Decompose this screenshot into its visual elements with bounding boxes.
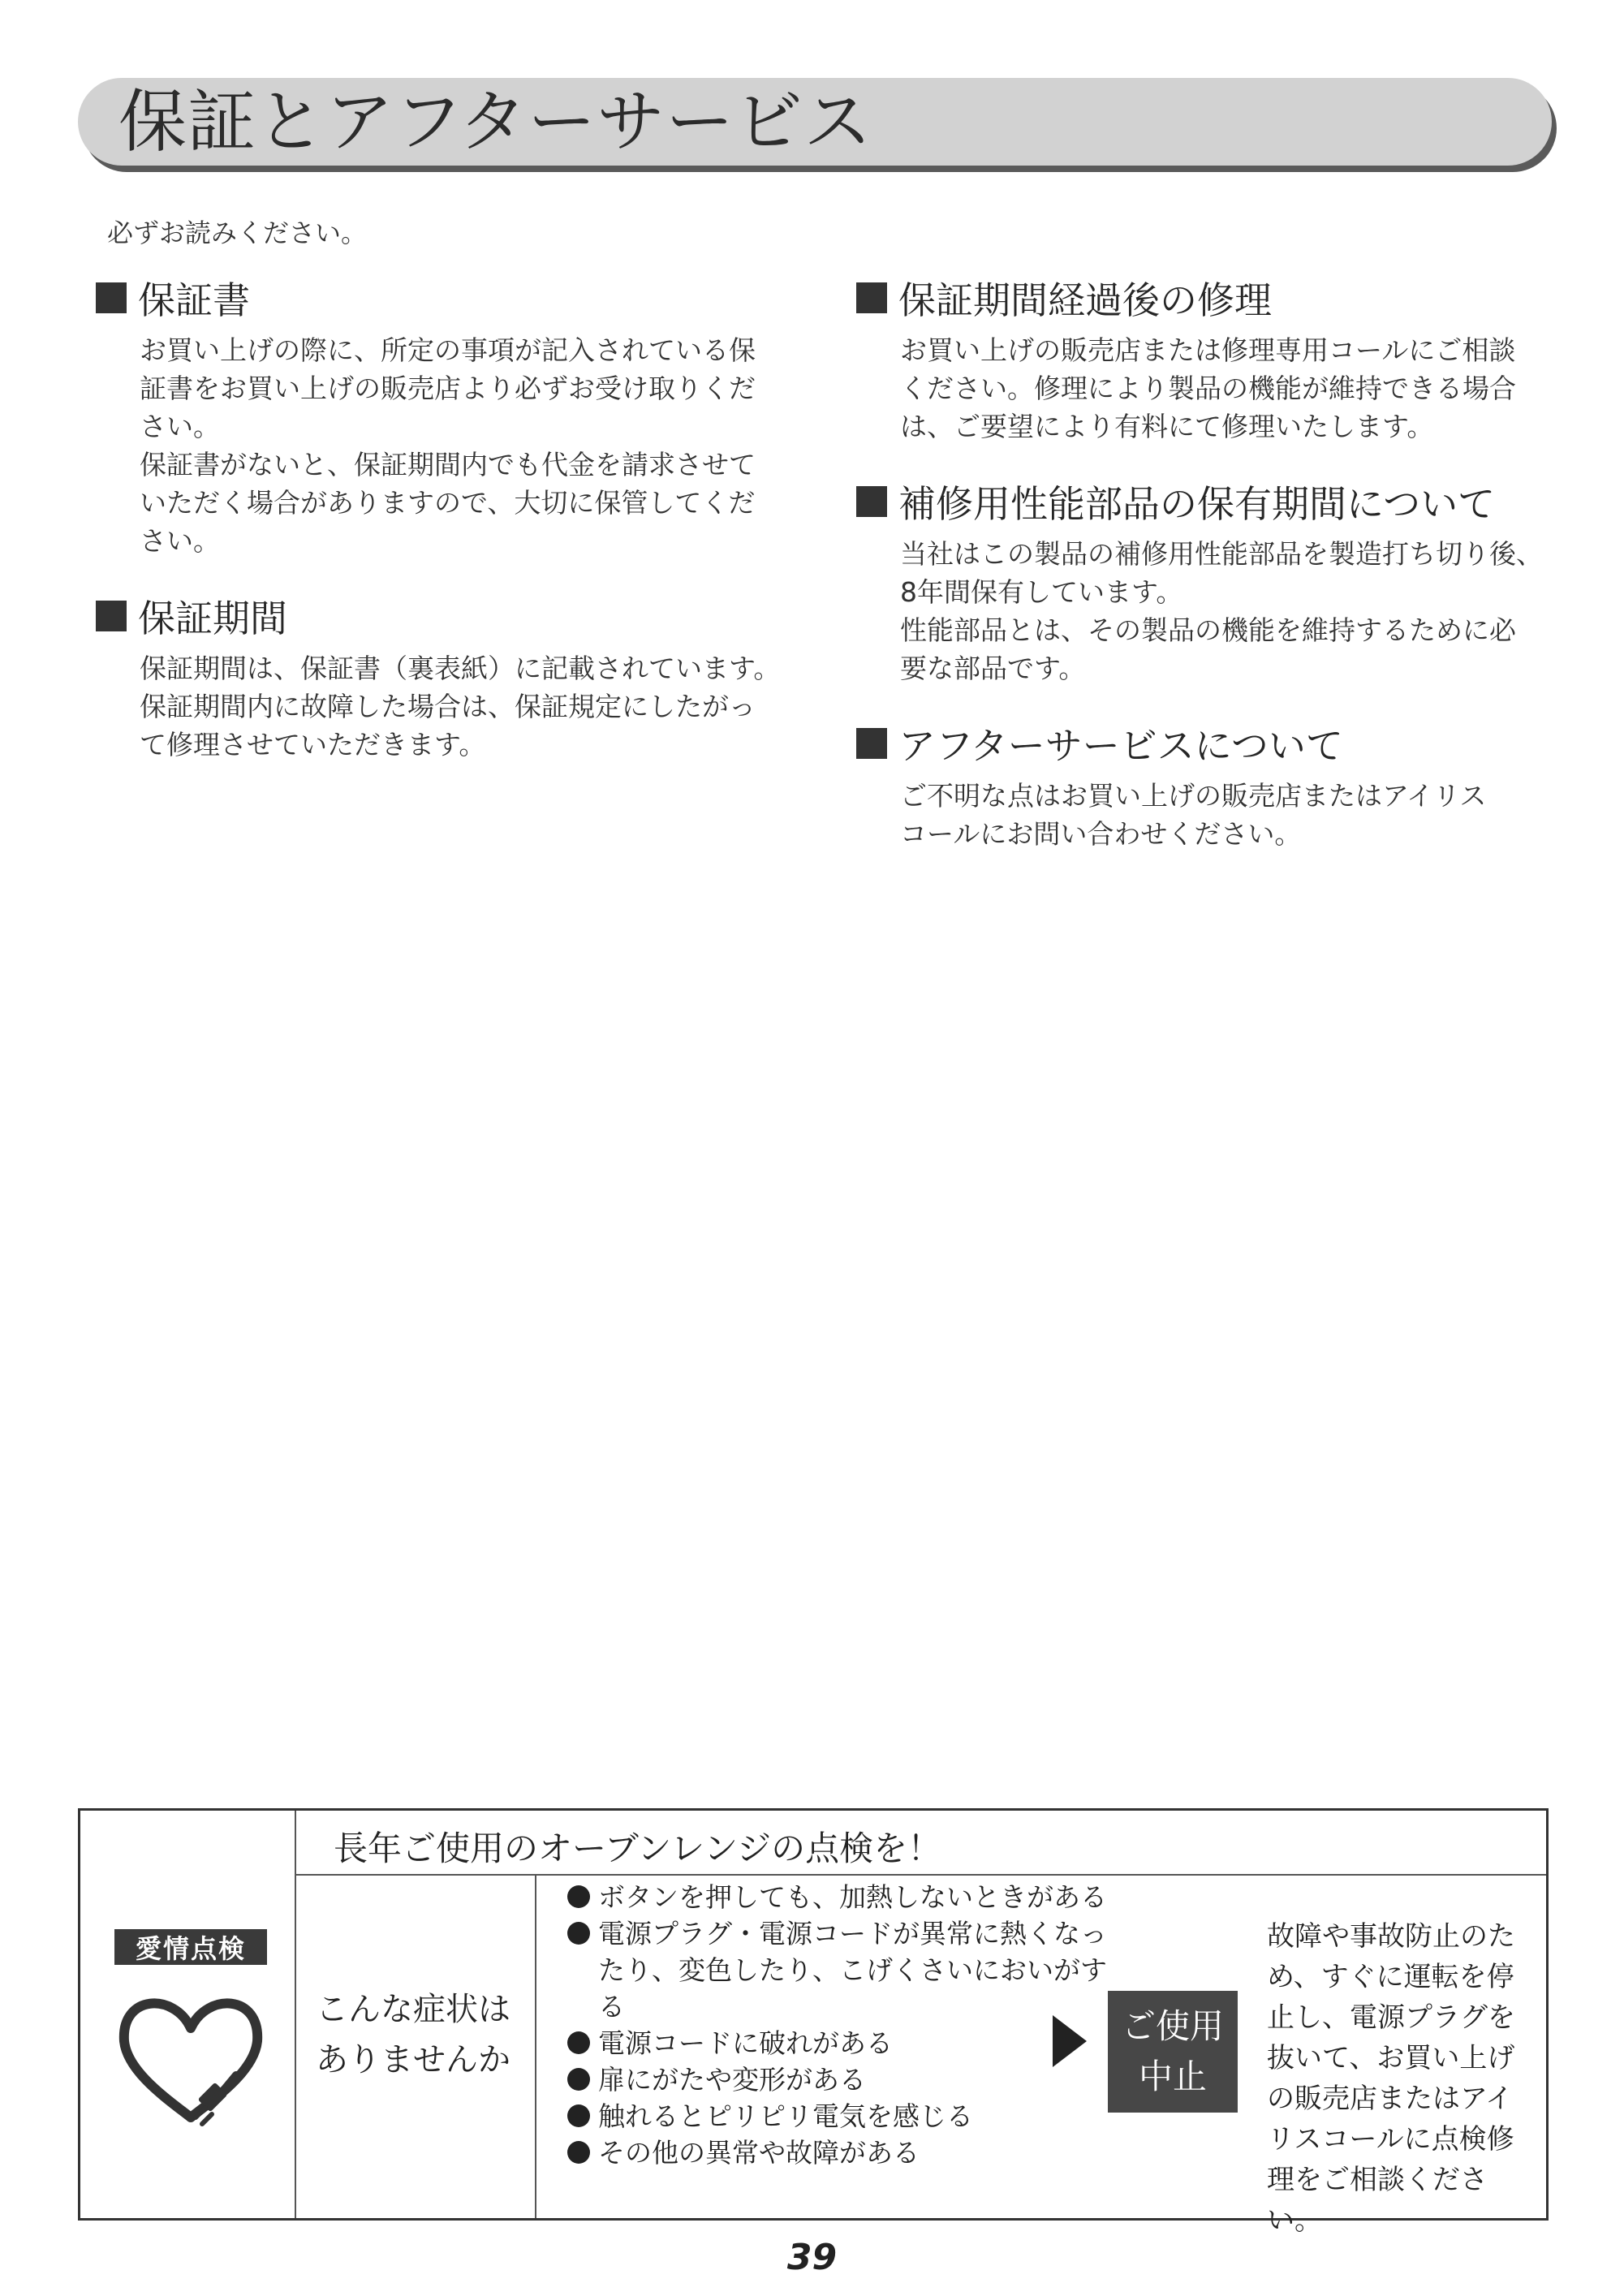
page-number: 39: [786, 2237, 838, 2278]
bullet-dot-icon: [567, 2068, 590, 2091]
section-body: [856, 530, 1554, 687]
divider: [295, 1811, 296, 2218]
paragraph: お買い上げの販売店または修理専用コールにご相談 ください。修理により製品の機能が維持できる場合 は、ご要望により有料にて修理いたします。: [900, 334, 1516, 442]
list-item: その他の異常や故障がある: [566, 2134, 1118, 2171]
symptom-list: [566, 1879, 1118, 2171]
right-column: [856, 269, 1554, 881]
list-item: 扉にがたや変形がある: [566, 2061, 1118, 2098]
advice-text: 故障や事故防止のた め、すぐに運転を停 止し、電源プラグを 抜いて、お買い上げ の販売店またはアイ リスコールに点検修 理をご相談ください。: [1267, 1920, 1515, 2237]
heart-plug-icon: [114, 1981, 267, 2127]
section-warranty-card: [96, 269, 794, 560]
bullet-dot-icon: [567, 2031, 590, 2054]
bullet-dot-icon: [567, 2141, 590, 2164]
bullet-dot-icon: [567, 2104, 590, 2127]
square-bullet-icon: [96, 282, 127, 313]
section-parts-retention: [856, 473, 1554, 687]
section-heading: [856, 715, 1554, 772]
section-title: 保証期間: [138, 597, 287, 640]
section-body: [96, 644, 794, 764]
section-warranty-period: [96, 588, 794, 764]
section-body: [856, 772, 1554, 853]
section-heading: [856, 269, 1554, 326]
love-check-badge: 愛情点検: [114, 1929, 267, 1965]
section-title: 保証書: [138, 278, 250, 322]
intro-note: 必ずお読みください。: [107, 218, 368, 248]
paragraph: お買い上げの際に、所定の事項が記入されている保 証書をお買い上げの販売店より必ずお受け取りくだ さい。: [140, 334, 756, 442]
list-item: 電源コードに破れがある: [566, 2025, 1118, 2061]
list-item: 触れるとピリピリ電気を感じる: [566, 2098, 1118, 2134]
left-column: [96, 269, 794, 791]
section-title: 補修用性能部品の保有期間について: [898, 482, 1496, 526]
section-heading: [856, 473, 1554, 530]
list-item: ボタンを押しても、加熱しないときがある: [566, 1879, 1118, 1915]
square-bullet-icon: [856, 282, 887, 313]
title-banner: [78, 78, 1552, 166]
arrow-right-icon: [1053, 2015, 1087, 2067]
page-title: 保証とアフターサービス: [118, 82, 873, 162]
paragraph: 性能部品とは、その製品の機能を維持するために必 要な部品です。: [900, 614, 1516, 684]
stop-line: ご使用: [1121, 2006, 1224, 2046]
bullet-dot-icon: [567, 1922, 590, 1945]
stop-use-box: [1108, 1991, 1238, 2113]
section-title: アフターサービスについて: [898, 724, 1343, 768]
paragraph: ご不明な点はお買い上げの販売店またはアイリス コールにお問い合わせください。: [900, 780, 1487, 850]
section-heading: [96, 269, 794, 326]
paragraph: 保証期間は、保証書（裏表紙）に記載されています。 保証期間内に故障した場合は、保証規定にしたがっ て修理させていただきます。: [140, 653, 781, 760]
section-after-service: [856, 715, 1554, 853]
paragraph: 当社はこの製品の補修用性能部品を製造打ち切り後、 8年間保有しています。: [900, 538, 1543, 608]
section-body: [856, 326, 1554, 446]
section-repair-after-warranty: [856, 269, 1554, 446]
divider: [295, 1874, 1546, 1876]
symptom-question: こんな症状はありませんか: [316, 1991, 510, 2078]
section-body: [96, 326, 794, 560]
square-bullet-icon: [856, 486, 887, 517]
section-title: 保証期間経過後の修理: [898, 278, 1272, 322]
bullet-dot-icon: [567, 1885, 590, 1908]
paragraph: 保証書がないと、保証期間内でも代金を請求させて いただく場合がありますので、大切に保管してくだ さい。: [140, 449, 756, 557]
divider: [535, 1874, 536, 2218]
safety-check-box: [78, 1808, 1549, 2237]
check-heading: 長年ご使用のオーブンレンジの点検を！: [334, 1829, 942, 1868]
stop-line: 中止: [1138, 2057, 1207, 2096]
square-bullet-icon: [856, 728, 887, 759]
list-item: 電源プラグ・電源コードが異常に熱くなったり、変色したり、こげくさいにおいがする: [566, 1915, 1118, 2025]
square-bullet-icon: [96, 601, 127, 631]
section-heading: [96, 588, 794, 644]
